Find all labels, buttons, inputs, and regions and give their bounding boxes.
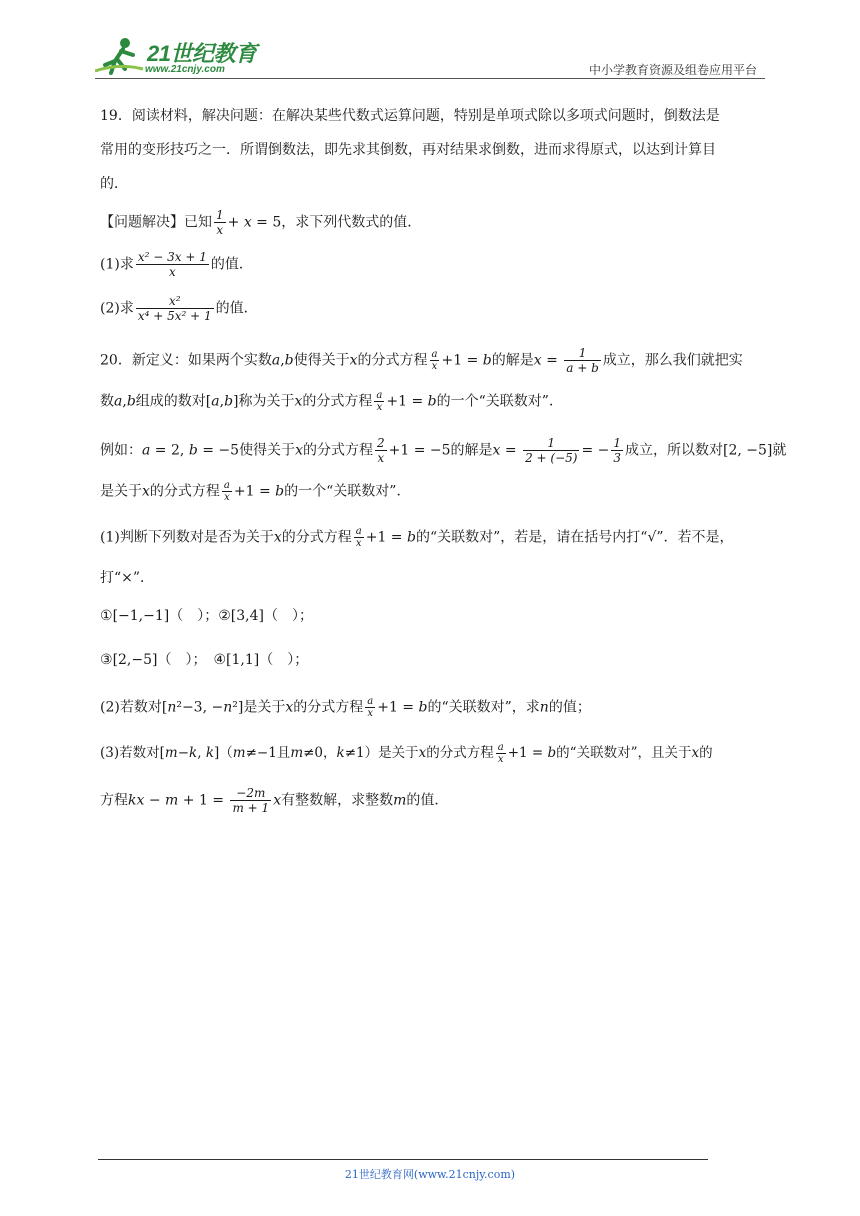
choice-2-bracket: （ ）； [263, 608, 313, 624]
q20-s2-a: (2)若数对 [100, 699, 162, 716]
fraction-a-over-x: $\frac{a}{x}$ [355, 526, 362, 549]
q20-sub1: (1)判断下列数对是否为关于x的分式方程 $\frac{a}{x}$ +1 = b的“关联数对”，若是，请在括号内打“√”．若不是， [100, 526, 734, 549]
q20-l2-e: 的一个“关联数对”． [436, 393, 563, 410]
platform-name: 中小学教育资源及组卷应用平台 [588, 63, 757, 77]
fraction-a-over-x: $\frac{a}{x}$ [497, 742, 504, 765]
choice-3-value: [2,−5] [112, 652, 158, 668]
q19-intro-line3: 的． [100, 176, 128, 192]
q20-s3-f: 的分式方程 [426, 745, 494, 761]
fraction-expr-1: $\frac{\text{x² − 3x + 1}}{x}$ [137, 250, 207, 279]
q20-sub3-line2: 方程kx − m + 1 = $\frac{-2m}{m + 1}$ x有整数解，求整数m的值． [100, 786, 449, 815]
q20-ex-f: 就 [772, 442, 787, 459]
fraction-1-over-a-plus-b: $\frac{1}{a + b}$ [566, 346, 599, 375]
page-header [95, 35, 765, 80]
q20-s2-d: 的“关联数对”，求 [427, 699, 540, 716]
fraction-neg2m-over-m-plus-1: $\frac{-2m}{m + 1}$ [232, 786, 270, 815]
q20-choices-row1 [100, 606, 313, 626]
q20-example-line2: 是关于x的分式方程 $\frac{a}{x}$ +1 = b的一个“关联数对”． [100, 480, 411, 503]
q20-s3-c: 且 [276, 745, 291, 761]
q20-s2-b: 是关于 [243, 699, 286, 716]
q20-s3-b: （ [219, 745, 233, 761]
q20-s3-d: ， [323, 745, 337, 761]
q20-s2-c: 的分式方程 [293, 699, 364, 716]
q20-s1-b: 的分式方程 [281, 529, 352, 546]
q20-ex-e: 成立，所以数对 [625, 442, 723, 459]
footer-text: 21世纪教育网(www.21cnjy.com) [344, 1168, 516, 1181]
q19-part1-text-b: 的值． [210, 256, 253, 273]
fraction-2-over-x: $\frac{2}{x}$ [376, 436, 385, 465]
site-logo [95, 35, 265, 77]
q20-choices-row2 [100, 650, 308, 670]
choice-4-bracket: （ ）； [259, 652, 309, 668]
q20-s2-e: 的值； [548, 699, 591, 716]
q20-l2-c: 称为关于 [238, 393, 295, 410]
fraction-1-over-3: $\frac{1}{3}$ [613, 436, 621, 465]
q20-ex-d: 的解是 [450, 442, 493, 459]
fraction-a-over-x: $\frac{a}{x}$ [367, 696, 374, 719]
fraction-a-over-x: $\frac{a}{x}$ [376, 390, 383, 413]
q19-part1-text-a: (1)求 [100, 256, 134, 273]
q19-problem-text-a: 【问题解决】已知 [100, 214, 212, 231]
q19-problem: 【问题解决】已知 $\frac{1}{x}$ + x = 5，求下列代数式的值． [100, 208, 422, 237]
choice-1-bracket: （ ）；② [169, 608, 231, 624]
q20-l1-a: 20．新定义：如果两个实数 [100, 352, 272, 369]
q20-s1-c: 的“关联数对”，若是，请在括号内打“√”．若不是， [415, 529, 734, 546]
choice-1-value: [−1,−1] [112, 608, 170, 624]
q20-l2-d: 的分式方程 [302, 393, 373, 410]
q20-sub1-line2: 打“×”． [100, 570, 155, 586]
q20-s3-g: 的“关联数对”，且关于 [556, 745, 692, 761]
logo-brand-text: 21世纪教育 [147, 41, 257, 66]
q19-problem-text-b: ，求下列代数式的值． [281, 214, 422, 231]
runner-logo-icon [95, 35, 145, 77]
q19-intro-line2: 常用的变形技巧之一．所谓倒数法，即先求其倒数，再对结果求倒数，进而求得原式，以达到计算目 [100, 142, 716, 158]
q20-ex2-a: 是关于 [100, 483, 142, 500]
footer-divider [98, 1159, 708, 1160]
q20-s3-h: 的 [699, 745, 713, 761]
q20-s3b-a: 方程 [100, 792, 128, 809]
header-divider [95, 78, 765, 79]
q20-l1-d: 的解是 [491, 352, 534, 369]
q20-ex2-c: 的一个“关联数对”． [284, 483, 411, 500]
fraction-a-over-x: $\frac{a}{x}$ [223, 480, 230, 503]
q20-ex-b: 使得关于 [239, 442, 296, 459]
q19-part2 [100, 294, 258, 323]
choice-4-value: [1,1] [226, 652, 260, 668]
fraction-example: $\frac{1}{2 + (-5)}$ [525, 436, 578, 465]
q19-part1 [100, 250, 253, 279]
q20-s1-a: (1)判断下列数对是否为关于 [100, 529, 274, 546]
fraction-a-over-x: $\frac{a}{x}$ [431, 349, 438, 372]
choice-3-bracket: （ ）； ④ [157, 652, 227, 668]
q20-sub2: (2)若数对[n²−3, −n²]是关于x的分式方程 $\frac{a}{x}$ +1 = b的“关联数对”，求n的值； [100, 696, 591, 719]
fraction-expr-2: $\frac{\text{x²}}{\text{x⁴ + 5x² + 1}}$ [137, 294, 212, 323]
q20-l2-b: 组成的数对 [135, 393, 206, 410]
q20-s3-a: (3)若数对 [100, 745, 160, 761]
q20-sub3: (3)若数对[m−k, k]（m≠−1且m≠0，k≠1）是关于x的分式方程 $\frac{a}{x}$ +1 = b的“关联数对”，且关于x的 [100, 742, 713, 765]
q20-l1-c: 的分式方程 [357, 352, 428, 369]
q20-ex-c: 的分式方程 [302, 442, 373, 459]
q20-ex2-b: 的分式方程 [149, 483, 220, 500]
q20-line2: 数a,b组成的数对[a,b]称为关于x的分式方程 $\frac{a}{x}$ +1 = b的一个“关联数对”． [100, 390, 563, 413]
q19-part2-text-b: 的值． [215, 300, 258, 317]
q20-ex-a: 例如： [100, 442, 142, 459]
logo-url-text: www.21cnjy.com [145, 64, 225, 75]
q20-s3-e: ）是关于 [364, 745, 419, 761]
choice-3-marker: ③ [100, 652, 113, 668]
q20-example: 例如：a = 2, b = −5使得关于x的分式方程 $\frac{2}{x}$ +1 = −5的解是x = $\frac{1}{2 + (-5)}$ = − $\frac{1}{3}$ 成立，所以数对[2, −5]就 [100, 436, 787, 465]
choice-2-value: [3,4] [230, 608, 264, 624]
q20-l1-e: 成立，那么我们就把实 [602, 352, 743, 369]
fraction-1-over-x: $\frac{1}{x}$ [216, 208, 224, 237]
q20-l1-b: 使得关于 [293, 352, 350, 369]
q20-s3b-b: 有整数解，求整数 [281, 792, 394, 809]
q19-part2-text-a: (2)求 [100, 300, 134, 317]
q20-line1: 20．新定义：如果两个实数a,b使得关于x的分式方程 $\frac{a}{x}$ +1 = b的解是x = $\frac{1}{a + b}$ 成立，那么我们就把实 [100, 346, 743, 375]
q19-intro-line1: 19．阅读材料，解决问题：在解决某些代数式运算问题，特别是单项式除以多项式问题时，倒数法是 [100, 108, 720, 124]
q20-l2-a: 数 [100, 393, 114, 410]
choice-1-marker: ① [100, 608, 113, 624]
q20-s3b-c: 的值． [406, 792, 449, 809]
